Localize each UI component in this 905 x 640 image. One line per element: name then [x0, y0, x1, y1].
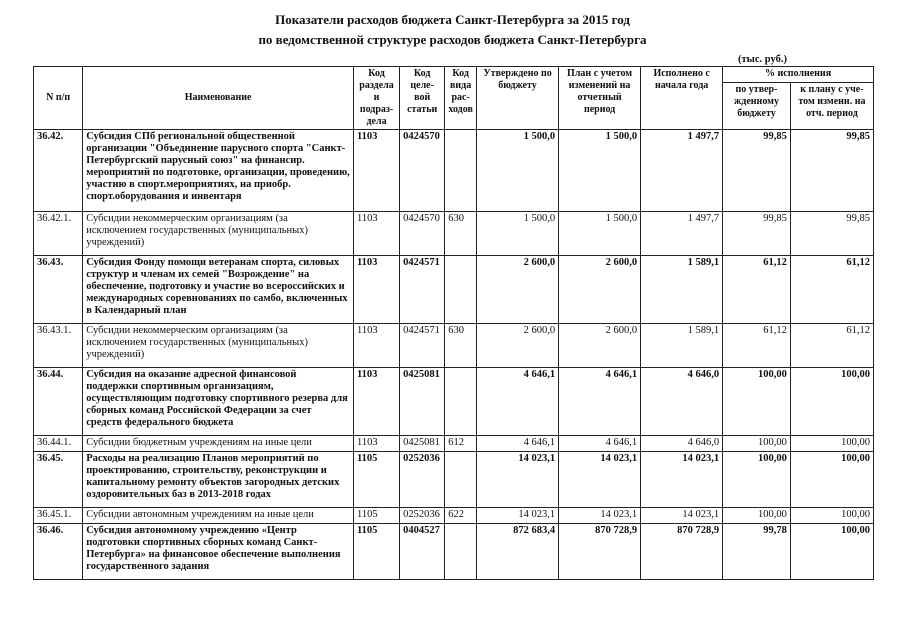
row-type-code [445, 524, 477, 580]
row-name: Субсидии некоммерческим организациям (за исключением государственных (муниципальных) учреждений) [83, 212, 354, 256]
row-pct-approved: 61,12 [723, 324, 791, 368]
row-num: 36.43.1. [34, 324, 83, 368]
row-num: 36.44. [34, 368, 83, 436]
row-num: 36.46. [34, 524, 83, 580]
row-pct-plan: 99,85 [790, 212, 873, 256]
row-pct-plan: 100,00 [790, 508, 873, 524]
header-section-code: Код раздела и подраз-дела [353, 67, 399, 130]
row-plan: 4 646,1 [559, 436, 641, 452]
row-type-code [445, 368, 477, 436]
row-executed: 14 023,1 [641, 508, 723, 524]
row-pct-approved: 61,12 [723, 256, 791, 324]
row-plan: 1 500,0 [559, 212, 641, 256]
row-target-code: 0425081 [400, 436, 445, 452]
row-pct-plan: 61,12 [790, 324, 873, 368]
row-executed: 1 589,1 [641, 324, 723, 368]
row-name: Субсидия СПб региональной общественной организации "Объединение парусного спорта "Санкт-Петербургский парусный союз" на финансир. мероприятий по подготовке, организации, проведению, участию в спорт.мероприятиях, на приобр. спорт.оборудования и инвентаря [83, 130, 354, 212]
row-approved: 2 600,0 [477, 324, 559, 368]
header-name: Наименование [83, 67, 354, 130]
row-approved: 4 646,1 [477, 436, 559, 452]
table-body [34, 130, 874, 580]
row-pct-plan: 100,00 [790, 452, 873, 508]
row-target-code: 0424571 [400, 324, 445, 368]
row-pct-approved: 100,00 [723, 436, 791, 452]
row-pct-plan: 100,00 [790, 368, 873, 436]
row-approved: 14 023,1 [477, 508, 559, 524]
row-plan: 14 023,1 [559, 508, 641, 524]
row-target-code: 0252036 [400, 508, 445, 524]
row-approved: 2 600,0 [477, 256, 559, 324]
row-pct-plan: 99,85 [790, 130, 873, 212]
row-type-code [445, 256, 477, 324]
header-approved: Утверждено по бюджету [477, 67, 559, 130]
row-name: Субсидии некоммерческим организациям (за исключением государственных (муниципальных) учреждений) [83, 324, 354, 368]
row-approved: 4 646,1 [477, 368, 559, 436]
row-executed: 14 023,1 [641, 452, 723, 508]
row-executed: 4 646,0 [641, 368, 723, 436]
row-pct-plan: 100,00 [790, 436, 873, 452]
header-executed: Исполнено с начала года [641, 67, 723, 130]
row-pct-approved: 100,00 [723, 452, 791, 508]
row-pct-plan: 100,00 [790, 524, 873, 580]
row-plan: 4 646,1 [559, 368, 641, 436]
header-target-code: Код целе-вой статьи [400, 67, 445, 130]
row-target-code: 0424571 [400, 256, 445, 324]
row-pct-approved: 99,85 [723, 212, 791, 256]
row-approved: 1 500,0 [477, 212, 559, 256]
row-executed: 1 497,7 [641, 212, 723, 256]
row-pct-approved: 100,00 [723, 368, 791, 436]
row-approved: 1 500,0 [477, 130, 559, 212]
row-section-code: 1103 [353, 256, 399, 324]
row-name: Субсидия автономному учреждению «Центр подготовки спортивных сборных команд Санкт-Петербурга» на финансовое обеспечение выполнения государственного задания [83, 524, 354, 580]
row-plan: 870 728,9 [559, 524, 641, 580]
units-label: (тыс. руб.) [738, 54, 787, 65]
row-plan: 14 023,1 [559, 452, 641, 508]
row-section-code: 1103 [353, 436, 399, 452]
row-type-code: 622 [445, 508, 477, 524]
row-pct-plan: 61,12 [790, 256, 873, 324]
row-executed: 4 646,0 [641, 436, 723, 452]
header-num: N п/п [34, 67, 83, 130]
row-name: Субсидии бюджетным учреждениям на иные цели [83, 436, 354, 452]
row-pct-approved: 100,00 [723, 508, 791, 524]
row-target-code: 0252036 [400, 452, 445, 508]
row-name: Субсидии автономным учреждениям на иные цели [83, 508, 354, 524]
header-pct-group: % исполнения [723, 67, 874, 83]
row-section-code: 1105 [353, 524, 399, 580]
row-pct-approved: 99,78 [723, 524, 791, 580]
report-title: Показатели расходов бюджета Санкт-Петербурга за 2015 год [275, 12, 630, 27]
row-target-code: 0425081 [400, 368, 445, 436]
row-section-code: 1103 [353, 212, 399, 256]
row-name: Расходы на реализацию Планов мероприятий по проектированию, строительству, реконструкции и капитальному ремонту объектов загородных детских оздоровительных баз в 2013-2018 годах [83, 452, 354, 508]
row-section-code: 1103 [353, 368, 399, 436]
row-type-code [445, 130, 477, 212]
row-num: 36.45.1. [34, 508, 83, 524]
header-pct-plan: к плану с уче-том измени. на отч. период [790, 83, 873, 130]
row-name: Субсидия на оказание адресной финансовой поддержки спортивным организациям, осуществляющим подготовку спортивного резерва для сборных команд Российской Федерации за счет средств федерального бюджета [83, 368, 354, 436]
row-type-code [445, 452, 477, 508]
header-expense-type-code: Код вида рас-ходов [445, 67, 477, 130]
row-section-code: 1105 [353, 452, 399, 508]
row-num: 36.43. [34, 256, 83, 324]
row-type-code: 612 [445, 436, 477, 452]
row-executed: 870 728,9 [641, 524, 723, 580]
budget-table [33, 66, 874, 580]
row-num: 36.42.1. [34, 212, 83, 256]
row-type-code: 630 [445, 324, 477, 368]
row-pct-approved: 99,85 [723, 130, 791, 212]
header-pct-approved: по утвер-жденному бюджету [723, 83, 791, 130]
row-name: Субсидия Фонду помощи ветеранам спорта, силовых структур и членам их семей "Возрождение" на обеспечение, подготовку и участие во всероссийских и международных соревнованиях по самбо, включенных в Календарный план [83, 256, 354, 324]
row-section-code: 1103 [353, 324, 399, 368]
row-target-code: 0424570 [400, 130, 445, 212]
row-plan: 2 600,0 [559, 256, 641, 324]
row-plan: 1 500,0 [559, 130, 641, 212]
row-section-code: 1105 [353, 508, 399, 524]
row-executed: 1 589,1 [641, 256, 723, 324]
row-num: 36.45. [34, 452, 83, 508]
row-approved: 14 023,1 [477, 452, 559, 508]
row-target-code: 0424570 [400, 212, 445, 256]
row-section-code: 1103 [353, 130, 399, 212]
report-subtitle: по ведомственной структуре расходов бюджета Санкт-Петербурга [258, 32, 647, 47]
row-plan: 2 600,0 [559, 324, 641, 368]
row-num: 36.44.1. [34, 436, 83, 452]
row-type-code: 630 [445, 212, 477, 256]
row-executed: 1 497,7 [641, 130, 723, 212]
row-num: 36.42. [34, 130, 83, 212]
row-approved: 872 683,4 [477, 524, 559, 580]
row-target-code: 0404527 [400, 524, 445, 580]
header-plan: План с учетом изменений на отчетный период [559, 67, 641, 130]
